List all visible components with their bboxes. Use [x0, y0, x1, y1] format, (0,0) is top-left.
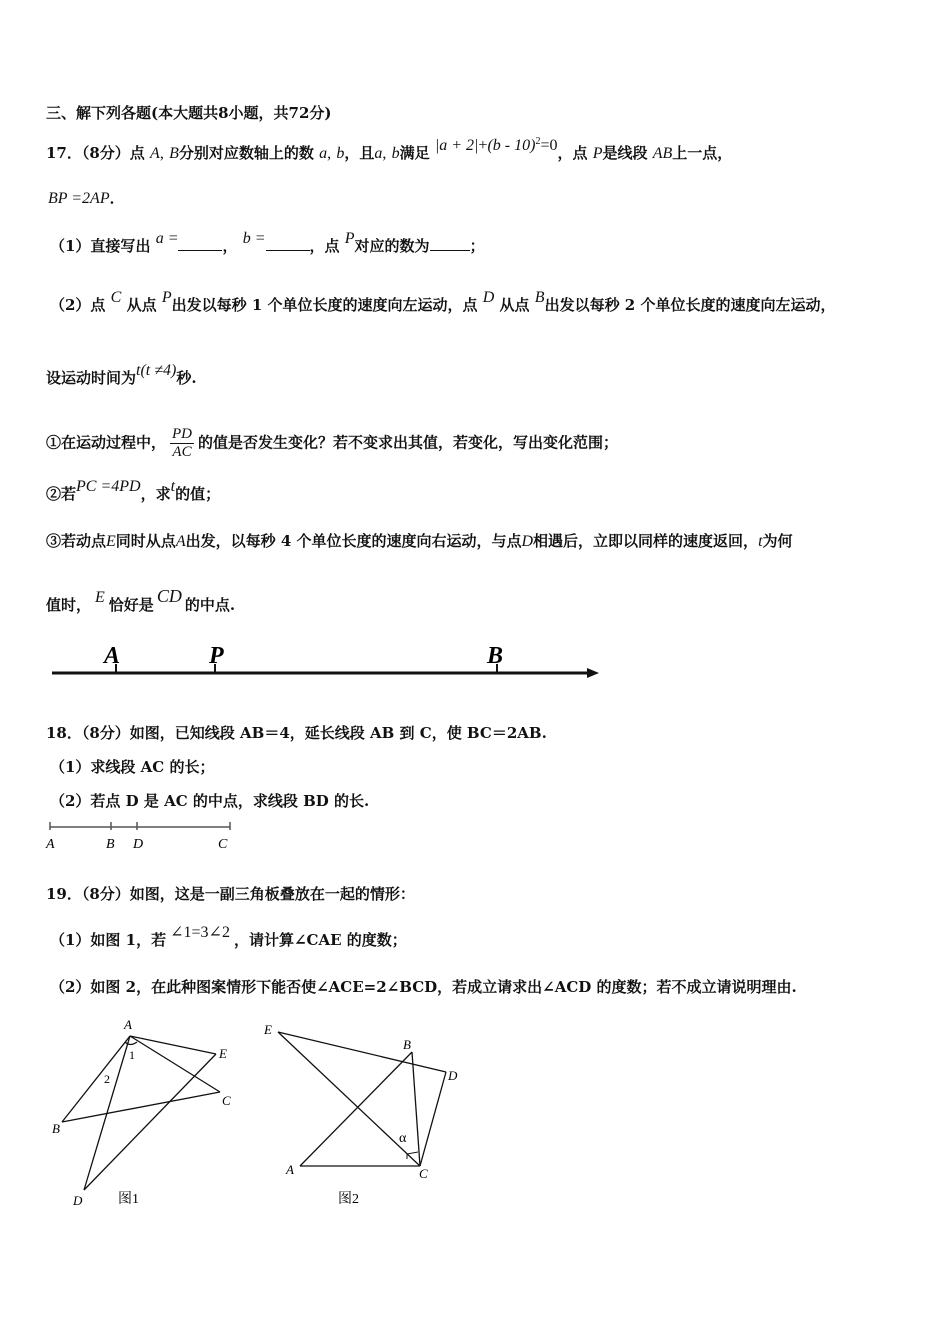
- fig2-label-c: C: [419, 1166, 428, 1181]
- condition-expr: BP =2AP: [48, 190, 110, 207]
- number-line-arrow: [587, 668, 599, 678]
- eq-sq: 2: [535, 136, 541, 147]
- q17-line-1: [46, 136, 733, 164]
- q17-score: （8分）点: [81, 144, 145, 162]
- line-dc: [420, 1072, 446, 1166]
- sub1-text1: ①在运动过程中，: [46, 433, 167, 452]
- q17-text-and: ，且: [344, 144, 375, 162]
- fig2-label-e: E: [264, 1022, 272, 1037]
- q19-part1-b: ，请计算∠CAE 的度数；: [233, 931, 407, 949]
- var-a: a: [319, 145, 328, 162]
- q17-text-satisfy: 满足: [399, 144, 430, 162]
- q19-part1: [50, 924, 407, 951]
- label-c: C: [218, 837, 228, 852]
- point-p: P: [592, 145, 603, 162]
- sub3-text1: ③若动点: [46, 532, 107, 550]
- var-t: t: [170, 478, 176, 495]
- point-b: B: [169, 145, 179, 162]
- var-t: t: [758, 533, 763, 550]
- part1-point: ，点: [309, 237, 340, 255]
- point-d: D: [482, 289, 495, 306]
- fig1-label-e: E: [219, 1046, 227, 1061]
- point-b: B: [534, 289, 545, 306]
- fraction-pd-ac: [170, 426, 194, 461]
- fig2-label-b: B: [403, 1037, 411, 1052]
- q18-part1: （1）求线段 AC 的长；: [50, 758, 215, 776]
- fig1-caption: 图1: [118, 1192, 139, 1207]
- blank-b: [266, 236, 310, 251]
- q17-sub2: [46, 478, 221, 505]
- sub2-text3: 的值；: [175, 485, 221, 503]
- q17-sub1: [46, 426, 618, 461]
- eq-paren: (b - 10): [487, 137, 536, 154]
- q17-part1: （1）直接写出 a = ， b = ，点 P对应的数为 ；: [50, 230, 485, 255]
- point-c: C: [110, 289, 122, 306]
- q17-part2: [50, 289, 836, 316]
- fig1-label-a: A: [124, 1017, 132, 1032]
- frac-den: AC: [172, 444, 192, 460]
- time-expr: t(t ≠4): [136, 362, 177, 379]
- eq-abs: |a + 2|: [434, 137, 479, 154]
- comma: ,: [159, 145, 164, 162]
- label-b: B: [487, 643, 504, 669]
- label-b: B: [106, 837, 115, 852]
- point-p: P: [344, 230, 355, 247]
- sub2-text2: ，求: [140, 485, 171, 503]
- number-line-figure: [46, 636, 606, 684]
- q18-line1: 18．（8分）如图，已知线段 AB＝4，延长线段 AB 到 C，使 BC＝2AB.: [46, 724, 547, 742]
- figure-2: [260, 1014, 480, 1214]
- sub3-text6: 值时，: [46, 596, 92, 614]
- q19-line1: 19．（8分）如图，这是一副三角板叠放在一起的情形：: [46, 885, 415, 903]
- sub3-text5: 为何: [762, 532, 793, 550]
- part1-label: （1）直接写出: [50, 237, 151, 255]
- fig2-label-a: A: [286, 1162, 294, 1177]
- label-a: A: [46, 837, 55, 852]
- part2-text1: 出发以每秒 1 个单位长度的速度向左运动，点: [171, 296, 478, 314]
- line-bc: [412, 1052, 420, 1166]
- part1-text: 对应的数为: [354, 237, 430, 255]
- segment-cd: CD: [156, 586, 182, 606]
- var-b: b: [391, 145, 400, 162]
- line-ab: [62, 1036, 130, 1122]
- fig2-label-d: D: [448, 1068, 458, 1083]
- frac-num: PD: [172, 426, 193, 442]
- fig2-alpha: α: [399, 1131, 407, 1146]
- sub3-text7: 恰好是: [108, 596, 154, 614]
- point-e: E: [95, 589, 105, 606]
- segment-figure: [44, 818, 244, 854]
- q19-part2: （2）如图 2，在此种图案情形下能否使∠ACE=2∠BCD，若成立请求出∠ACD 的度数；若不成立请说明理由.: [50, 978, 797, 996]
- fig1-label-d: D: [73, 1193, 83, 1208]
- eq-plus: +: [478, 137, 488, 154]
- line-bc: [62, 1092, 220, 1122]
- segment-ab: AB: [652, 145, 673, 162]
- line-ed: [278, 1032, 446, 1072]
- var-a: a: [374, 145, 383, 162]
- fig1-label-b: B: [52, 1121, 60, 1136]
- part2-from: 从点: [499, 296, 530, 314]
- sub3-text3: 出发，以每秒 4 个单位长度的速度向右运动，与点: [185, 532, 522, 550]
- comma: ,: [382, 145, 387, 162]
- fig1-angle-1: 1: [129, 1048, 135, 1062]
- blank-p: [430, 236, 470, 251]
- part2-label: （2）点: [50, 296, 106, 314]
- blank-a: [178, 236, 222, 251]
- part1-a: a =: [155, 230, 179, 247]
- part1-end: ；: [469, 237, 485, 255]
- point-e: E: [106, 533, 116, 550]
- figure-1: [46, 1014, 246, 1214]
- q17-sub3-line1: [46, 531, 793, 552]
- q17-condition: [48, 188, 125, 209]
- label-d: D: [133, 837, 144, 852]
- part1-b: b =: [242, 230, 266, 247]
- q17-time: [46, 362, 197, 389]
- time-unit: 秒.: [176, 369, 197, 387]
- point-d: D: [521, 533, 534, 550]
- label-p: P: [209, 643, 224, 669]
- time-text: 设运动时间为: [46, 369, 137, 387]
- point-a: A: [175, 533, 186, 550]
- line-ae: [130, 1036, 216, 1054]
- sub3-text8: 的中点.: [184, 596, 236, 614]
- sub1-text2: 的值是否发生变化？若不变求出其值，若变化，写出变化范围；: [198, 433, 619, 452]
- q17-sub3-line2: [46, 586, 236, 616]
- part2-from: 从点: [126, 296, 157, 314]
- q17-number: 17．: [46, 144, 82, 162]
- q19-angle-expr: ∠1=3∠2: [170, 924, 230, 941]
- sub3-text4: 相遇后，立即以同样的速度返回，: [533, 532, 759, 550]
- q17-text1: 分别对应数轴上的数: [178, 144, 314, 162]
- sub3-text2: 同时从点: [115, 532, 176, 550]
- period: ．: [109, 189, 125, 207]
- point-p: P: [161, 289, 172, 306]
- equation: [435, 136, 558, 154]
- q17-text2: ，点: [557, 144, 588, 162]
- fig1-angle-2: 2: [104, 1072, 110, 1086]
- q18-part2: （2）若点 D 是 AC 的中点，求线段 BD 的长.: [50, 792, 370, 810]
- eq-zero: =0: [540, 137, 558, 154]
- angle-mark-1: [125, 1042, 137, 1045]
- q17-text3: 是线段: [602, 144, 648, 162]
- q19-part1-a: （1）如图 1，若: [50, 931, 167, 949]
- fig1-label-c: C: [222, 1093, 231, 1108]
- label-a: A: [104, 643, 121, 669]
- fig2-caption: 图2: [338, 1192, 359, 1207]
- part2-text2: 出发以每秒 2 个单位长度的速度向左运动，: [544, 296, 836, 314]
- q17-text4: 上一点，: [672, 144, 733, 162]
- comma: ,: [327, 145, 332, 162]
- point-a: A: [150, 145, 160, 162]
- sub2-text1: ②若: [46, 485, 77, 503]
- section-title: 三、解下列各题(本大题共8小题，共72分): [46, 104, 332, 122]
- sub2-expr: PC =4PD: [76, 478, 141, 495]
- var-b: b: [336, 145, 345, 162]
